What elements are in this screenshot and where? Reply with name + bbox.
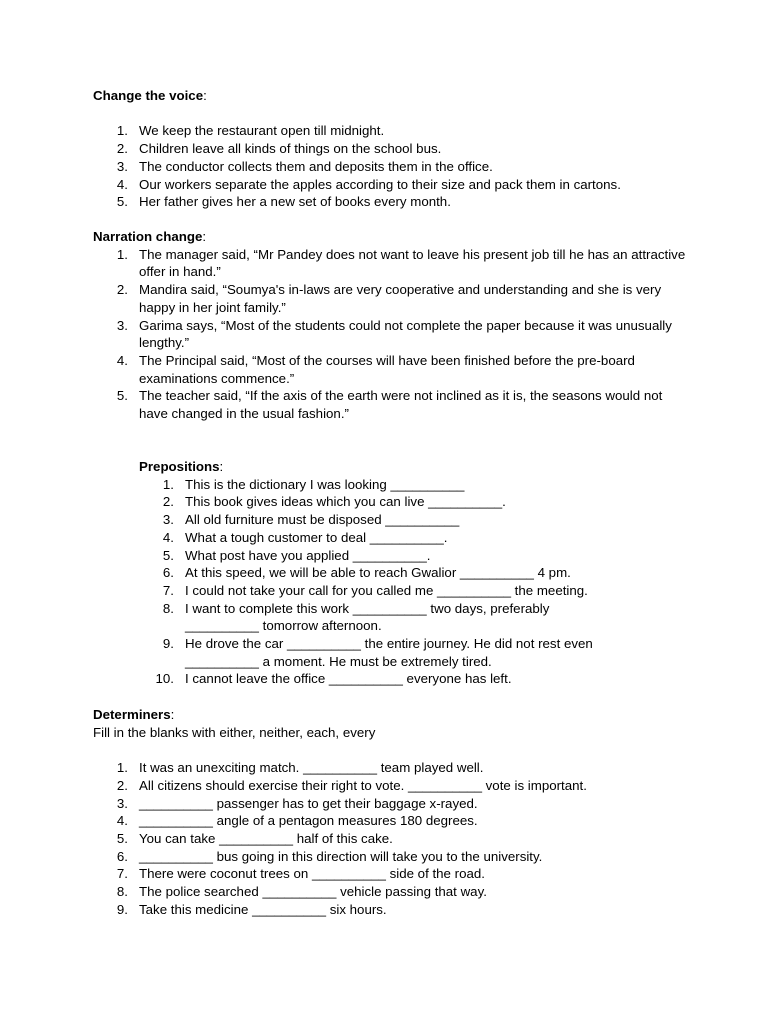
list-item: 3. Garima says, “Most of the students could not complete the paper because it was unusually lengthy.” [116, 317, 672, 351]
determiners-instruction: Fill in the blanks with either, neither, each, every [93, 724, 376, 740]
list-item: 5. You can take __________ half of this cake. [116, 830, 393, 846]
prepositions-heading: Prepositions: [139, 459, 224, 474]
list-item: 1. We keep the restaurant open till midnight. [116, 123, 385, 139]
change-voice-heading: Change the voice: [93, 88, 207, 103]
list-item: 7. There were coconut trees on __________ side of the road. [116, 866, 485, 882]
list-item: 1. This is the dictionary I was looking __________ [162, 476, 465, 492]
list-item: 6. __________ bus going in this direction will take you to the university. [116, 848, 543, 864]
prepositions-section [139, 458, 699, 688]
list-item: 9. Take this medicine __________ six hours. [116, 901, 387, 917]
list-item: 4. The Principal said, “Most of the courses will have been finished before the pre-board examinations commence.” [116, 352, 635, 386]
list-item: 2. Children leave all kinds of things on the school bus. [116, 141, 442, 157]
list-item: 4. Our workers separate the apples according to their size and pack them in cartons. [116, 176, 621, 192]
list-item: 8. I want to complete this work __________ two days, preferably __________ tomorrow afternoon. [162, 600, 550, 634]
list-item: 3. All old furniture must be disposed __________ [162, 512, 460, 528]
list-item: 1. It was an unexciting match. __________ team played well. [116, 760, 484, 776]
change-voice-section [93, 87, 693, 211]
list-item: 5. The teacher said, “If the axis of the earth were not inclined as it is, the seasons would not have changed in the usual fashion.” [116, 388, 663, 422]
narration-section [93, 228, 693, 423]
list-item: 4. What a tough customer to deal __________. [162, 529, 448, 545]
list-item: 1. The manager said, “Mr Pandey does not want to leave his present job till he has an attractive offer in hand.” [116, 246, 686, 280]
determiners-list [93, 759, 693, 918]
narration-list [93, 246, 693, 423]
list-item: 2. This book gives ideas which you can live __________. [162, 494, 506, 510]
determiners-heading: Determiners: [93, 707, 175, 722]
determiners-section [93, 706, 693, 918]
list-item: 6. At this speed, we will be able to reach Gwalior __________ 4 pm. [162, 565, 571, 581]
list-item: 2. Mandira said, “Soumya's in-laws are very cooperative and understanding and she is very happy in her joint family.” [116, 282, 662, 315]
list-item: 7. I could not take your call for you called me __________ the meeting. [162, 582, 588, 598]
list-item: 3. __________ passenger has to get their baggage x-rayed. [116, 795, 478, 811]
list-item: 3. The conductor collects them and deposits them in the office. [116, 158, 493, 174]
prepositions-list [139, 476, 619, 688]
list-item: 2. All citizens should exercise their right to vote. __________ vote is important. [116, 777, 587, 793]
list-item: 8. The police searched __________ vehicle passing that way. [116, 884, 487, 900]
list-item: 5. What post have you applied __________. [162, 547, 431, 563]
list-item: 5. Her father gives her a new set of books every month. [116, 194, 451, 210]
narration-heading: Narration change: [93, 229, 207, 244]
list-item: 9. He drove the car __________ the entire journey. He did not rest even __________ a moment. He must be extremely tired. [162, 636, 593, 669]
list-item: 4. __________ angle of a pentagon measures 180 degrees. [116, 813, 478, 829]
change-voice-list [93, 122, 693, 211]
list-item: 10. I cannot leave the office __________ everyone has left. [155, 671, 512, 687]
